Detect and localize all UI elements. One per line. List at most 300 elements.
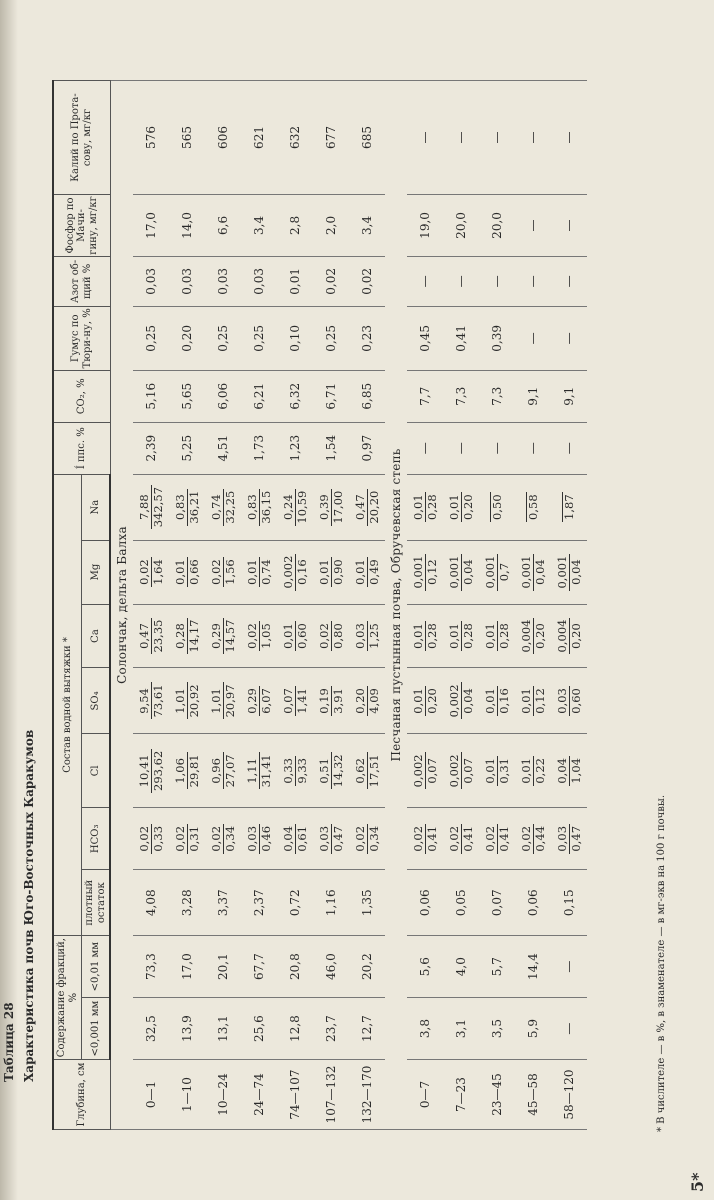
cell-mg-denominator: 0,16 bbox=[294, 559, 309, 585]
cell-na bbox=[443, 474, 479, 540]
table-row bbox=[407, 81, 443, 1130]
cell-potassium: — bbox=[551, 81, 587, 195]
header-potassium: Калий по Прота-сову, мг/кг bbox=[53, 81, 110, 195]
table-row bbox=[241, 81, 277, 1130]
cell-ca-numerator: 0,01 bbox=[482, 623, 497, 649]
cell-ca-denominator: 23,35 bbox=[150, 619, 165, 653]
cell-hco3-numerator: 0,02 bbox=[482, 825, 497, 852]
header-dry-residue: плотный остаток bbox=[82, 870, 111, 936]
cell-cl-denominator: 17,51 bbox=[366, 754, 381, 788]
cell-frac-001: 12,7 bbox=[349, 998, 385, 1060]
cell-loss: — bbox=[407, 422, 443, 474]
cell-cl bbox=[407, 734, 443, 808]
cell-so4-denominator: 73,61 bbox=[150, 684, 165, 718]
cell-depth: 132—170 bbox=[349, 1060, 385, 1130]
cell-na-denominator: 342,57 bbox=[150, 487, 165, 528]
cell-na bbox=[551, 474, 587, 540]
cell-hco3 bbox=[515, 808, 551, 870]
cell-so4-numerator: 1,01 bbox=[174, 682, 188, 719]
cell-potassium: 606 bbox=[205, 81, 241, 195]
cell-dry-residue: 0,06 bbox=[407, 870, 443, 936]
cell-frac-01: — bbox=[551, 936, 587, 998]
cell-ca-numerator: 0,29 bbox=[210, 618, 224, 655]
cell-phosphorus: 2,0 bbox=[313, 194, 349, 256]
cell-cl-numerator: 0,62 bbox=[354, 752, 368, 789]
cell-mg bbox=[313, 540, 349, 604]
cell-humus: — bbox=[515, 306, 551, 370]
cell-hco3-denominator: 0,34 bbox=[222, 825, 237, 852]
table-row bbox=[551, 81, 587, 1130]
cell-so4-denominator: 0,16 bbox=[496, 688, 511, 714]
cell-mg-denominator: 0,74 bbox=[258, 559, 273, 585]
cell-mg bbox=[241, 540, 277, 604]
cell-cl-numerator: 0,33 bbox=[280, 758, 295, 784]
cell-mg-denominator: 0,04 bbox=[460, 559, 475, 585]
cell-mg bbox=[205, 540, 241, 604]
cell-ca-numerator: 0,004 bbox=[554, 619, 569, 653]
cell-frac-001: 13,9 bbox=[169, 998, 205, 1060]
cell-ca bbox=[133, 604, 169, 668]
cell-ca bbox=[313, 604, 349, 668]
cell-ca bbox=[241, 604, 277, 668]
cell-frac-001: 32,5 bbox=[133, 998, 169, 1060]
cell-depth: 23—45 bbox=[479, 1060, 515, 1130]
cell-na-denominator: 0,58 bbox=[526, 494, 540, 520]
cell-frac-001: 3,5 bbox=[479, 998, 515, 1060]
cell-so4 bbox=[349, 668, 385, 734]
cell-so4-numerator: 1,01 bbox=[210, 682, 224, 719]
cell-ca-numerator: 0,01 bbox=[446, 623, 461, 649]
cell-na-denominator: 10,59 bbox=[294, 490, 309, 524]
cell-nitrogen: 0,03 bbox=[241, 256, 277, 306]
cell-so4 bbox=[479, 668, 515, 734]
cell-mg-numerator: 0,001 bbox=[482, 555, 497, 589]
cell-na-denominator: 0,20 bbox=[460, 494, 475, 520]
cell-so4 bbox=[515, 668, 551, 734]
cell-so4 bbox=[277, 668, 313, 734]
cell-so4 bbox=[551, 668, 587, 734]
cell-na bbox=[407, 474, 443, 540]
cell-so4-denominator: 0,60 bbox=[568, 688, 583, 714]
cell-na-numerator: 0,01 bbox=[446, 494, 461, 520]
cell-mg-denominator: 1,56 bbox=[222, 559, 237, 585]
cell-cl-denominator: 31,41 bbox=[258, 754, 273, 788]
cell-na-denominator: 17,00 bbox=[330, 490, 345, 524]
cell-dry-residue: 0,15 bbox=[551, 870, 587, 936]
cell-loss: 1,73 bbox=[241, 422, 277, 474]
cell-so4-numerator: 9,54 bbox=[138, 682, 152, 719]
header-mg: Mg bbox=[82, 540, 111, 604]
cell-hco3-numerator: 0,04 bbox=[280, 825, 295, 852]
header-loss: Í ппс. % bbox=[53, 422, 110, 474]
cell-hco3-numerator: 0,02 bbox=[172, 825, 187, 852]
cell-ca-denominator: 1,25 bbox=[366, 623, 381, 649]
cell-cl-numerator: 1,11 bbox=[246, 752, 260, 789]
cell-co2: 7,3 bbox=[443, 370, 479, 422]
cell-cl-numerator: 10,41 bbox=[138, 749, 152, 793]
cell-hco3-denominator: 0,47 bbox=[568, 825, 583, 852]
cell-na-denominator: 32,25 bbox=[222, 490, 237, 524]
cell-ca bbox=[277, 604, 313, 668]
cell-so4-numerator: 0,07 bbox=[280, 688, 295, 714]
cell-so4 bbox=[313, 668, 349, 734]
table-row bbox=[313, 81, 349, 1130]
cell-nitrogen: — bbox=[515, 256, 551, 306]
cell-hco3-denominator: 0,34 bbox=[366, 825, 381, 852]
cell-potassium: 576 bbox=[133, 81, 169, 195]
cell-dry-residue: 1,35 bbox=[349, 870, 385, 936]
cell-hco3-numerator: 0,03 bbox=[244, 825, 259, 852]
cell-frac-01: 4,0 bbox=[443, 936, 479, 998]
cell-frac-001: 3,8 bbox=[407, 998, 443, 1060]
table-row bbox=[349, 81, 385, 1130]
cell-hco3-denominator: 0,41 bbox=[460, 825, 475, 852]
section-title: Песчаная пустынная почва, Обручевская степь bbox=[385, 81, 407, 1130]
cell-cl bbox=[443, 734, 479, 808]
cell-phosphorus: — bbox=[515, 194, 551, 256]
cell-nitrogen: 0,02 bbox=[349, 256, 385, 306]
header-frac-001: <0,001 мм bbox=[82, 998, 111, 1060]
cell-frac-001: 3,1 bbox=[443, 998, 479, 1060]
cell-so4-denominator: 0,20 bbox=[424, 688, 439, 714]
cell-nitrogen: — bbox=[551, 256, 587, 306]
cell-ca-denominator: 0,80 bbox=[330, 623, 345, 649]
cell-hco3-numerator: 0,02 bbox=[410, 825, 425, 852]
cell-na-denominator: 1,87 bbox=[562, 494, 576, 520]
table-label: Таблица 28 bbox=[2, 1002, 16, 1082]
cell-mg-denominator: 0,04 bbox=[532, 559, 547, 585]
cell-frac-01: 67,7 bbox=[241, 936, 277, 998]
cell-humus: 0,20 bbox=[169, 306, 205, 370]
cell-cl-denominator: 0,07 bbox=[424, 758, 439, 784]
cell-ca bbox=[205, 604, 241, 668]
cell-nitrogen: — bbox=[479, 256, 515, 306]
cell-mg bbox=[349, 540, 385, 604]
cell-loss: 1,54 bbox=[313, 422, 349, 474]
cell-so4 bbox=[205, 668, 241, 734]
cell-ca-numerator: 0,28 bbox=[174, 618, 188, 655]
cell-co2: 9,1 bbox=[551, 370, 587, 422]
cell-potassium: — bbox=[443, 81, 479, 195]
cell-hco3 bbox=[205, 808, 241, 870]
cell-na-numerator: 0,83 bbox=[174, 489, 188, 526]
cell-mg bbox=[479, 540, 515, 604]
cell-mg-numerator: 0,01 bbox=[244, 559, 259, 585]
cell-ca-denominator: 0,28 bbox=[460, 623, 475, 649]
cell-phosphorus: 3,4 bbox=[241, 194, 277, 256]
cell-hco3-numerator: 0,02 bbox=[518, 825, 533, 852]
cell-humus: 0,25 bbox=[241, 306, 277, 370]
cell-cl-numerator: 0,002 bbox=[410, 754, 425, 788]
header-ca: Ca bbox=[82, 604, 111, 668]
cell-depth: 0—1 bbox=[133, 1060, 169, 1130]
cell-na-numerator: 0,83 bbox=[246, 489, 260, 526]
header-cl: Cl bbox=[82, 734, 111, 808]
cell-ca bbox=[479, 604, 515, 668]
cell-hco3 bbox=[349, 808, 385, 870]
cell-hco3-numerator: 0,02 bbox=[352, 825, 367, 852]
footnote: * В числителе — в %, в знаменателе — в мг-экв на 100 г почвы. bbox=[656, 794, 667, 1132]
header-hco3: HCO₃ bbox=[82, 808, 111, 870]
cell-mg bbox=[407, 540, 443, 604]
cell-loss: — bbox=[479, 422, 515, 474]
cell-cl-denominator: 9,33 bbox=[294, 758, 309, 784]
cell-ca bbox=[551, 604, 587, 668]
cell-mg-denominator: 1,64 bbox=[150, 559, 165, 585]
cell-ca-numerator: 0,02 bbox=[244, 623, 259, 649]
cell-na bbox=[277, 474, 313, 540]
header-depth: Глубина, см bbox=[53, 1060, 110, 1130]
cell-nitrogen: 0,02 bbox=[313, 256, 349, 306]
header-co2: CO₂, % bbox=[53, 370, 110, 422]
cell-cl-numerator: 1,06 bbox=[174, 752, 188, 789]
cell-so4-numerator: 0,002 bbox=[446, 684, 461, 718]
cell-so4-numerator: 0,20 bbox=[352, 688, 367, 714]
cell-mg-numerator: 0,02 bbox=[136, 559, 151, 585]
cell-ca-denominator: 0,28 bbox=[424, 623, 439, 649]
cell-hco3-denominator: 0,31 bbox=[186, 825, 201, 852]
cell-mg-numerator: 0,02 bbox=[208, 559, 223, 585]
cell-potassium: — bbox=[407, 81, 443, 195]
cell-frac-001: — bbox=[551, 998, 587, 1060]
cell-frac-001: 12,8 bbox=[277, 998, 313, 1060]
cell-co2: 6,85 bbox=[349, 370, 385, 422]
cell-cl-numerator: 0,04 bbox=[554, 758, 569, 784]
cell-cl-numerator: 0,96 bbox=[210, 752, 224, 789]
cell-hco3-denominator: 0,41 bbox=[496, 825, 511, 852]
cell-na-denominator: 0,50 bbox=[490, 494, 504, 520]
cell-co2: 6,32 bbox=[277, 370, 313, 422]
cell-cl bbox=[133, 734, 169, 808]
cell-cl bbox=[313, 734, 349, 808]
cell-depth: 107—132 bbox=[313, 1060, 349, 1130]
cell-frac-01: 5,7 bbox=[479, 936, 515, 998]
cell-nitrogen: — bbox=[407, 256, 443, 306]
cell-nitrogen: 0,03 bbox=[205, 256, 241, 306]
cell-mg-denominator: 0,90 bbox=[330, 559, 345, 585]
cell-frac-01: 14,4 bbox=[515, 936, 551, 998]
cell-dry-residue: 2,37 bbox=[241, 870, 277, 936]
cell-frac-01: 20,2 bbox=[349, 936, 385, 998]
cell-ca bbox=[443, 604, 479, 668]
cell-mg-numerator: 0,001 bbox=[410, 555, 425, 589]
cell-so4 bbox=[133, 668, 169, 734]
cell-na-numerator: 0,39 bbox=[318, 489, 332, 526]
section-title: Солончак, дельта Балха bbox=[110, 81, 133, 1130]
cell-dry-residue: 0,07 bbox=[479, 870, 515, 936]
header-so4: SO₄ bbox=[82, 668, 111, 734]
cell-hco3-denominator: 0,44 bbox=[532, 825, 547, 852]
cell-potassium: — bbox=[515, 81, 551, 195]
cell-cl-denominator: 0,31 bbox=[496, 758, 511, 784]
cell-humus: 0,45 bbox=[407, 306, 443, 370]
cell-phosphorus: — bbox=[551, 194, 587, 256]
cell-hco3-numerator: 0,02 bbox=[446, 825, 461, 852]
cell-dry-residue: 1,16 bbox=[313, 870, 349, 936]
cell-frac-001: 25,6 bbox=[241, 998, 277, 1060]
cell-phosphorus: 6,6 bbox=[205, 194, 241, 256]
cell-so4 bbox=[407, 668, 443, 734]
cell-na-numerator: 0,01 bbox=[410, 494, 425, 520]
cell-so4-denominator: 20,97 bbox=[222, 684, 237, 718]
cell-humus: 0,23 bbox=[349, 306, 385, 370]
cell-cl-numerator: 0,51 bbox=[318, 752, 332, 789]
cell-frac-01: 5,6 bbox=[407, 936, 443, 998]
cell-co2: 6,71 bbox=[313, 370, 349, 422]
cell-nitrogen: — bbox=[443, 256, 479, 306]
cell-loss: 2,39 bbox=[133, 422, 169, 474]
table-body bbox=[110, 81, 587, 1130]
cell-hco3 bbox=[479, 808, 515, 870]
cell-cl-denominator: 29,81 bbox=[186, 754, 201, 788]
cell-co2: 6,21 bbox=[241, 370, 277, 422]
cell-phosphorus: 2,8 bbox=[277, 194, 313, 256]
cell-hco3 bbox=[443, 808, 479, 870]
cell-loss: 4,51 bbox=[205, 422, 241, 474]
cell-na-denominator: 20,20 bbox=[366, 490, 381, 524]
cell-dry-residue: 0,05 bbox=[443, 870, 479, 936]
cell-co2: 5,65 bbox=[169, 370, 205, 422]
table-row bbox=[515, 81, 551, 1130]
cell-mg-numerator: 0,01 bbox=[172, 559, 187, 585]
cell-so4-numerator: 0,01 bbox=[410, 688, 425, 714]
cell-hco3 bbox=[313, 808, 349, 870]
cell-frac-01: 73,3 bbox=[133, 936, 169, 998]
cell-cl bbox=[551, 734, 587, 808]
cell-hco3-numerator: 0,02 bbox=[208, 825, 223, 852]
cell-ca-denominator: 0,28 bbox=[496, 623, 511, 649]
cell-mg-numerator: 0,002 bbox=[280, 555, 295, 589]
cell-hco3 bbox=[133, 808, 169, 870]
cell-loss: 5,25 bbox=[169, 422, 205, 474]
cell-na-denominator: 0,28 bbox=[424, 494, 439, 520]
cell-so4-numerator: 0,03 bbox=[554, 688, 569, 714]
cell-frac-001: 13,1 bbox=[205, 998, 241, 1060]
cell-frac-001: 5,9 bbox=[515, 998, 551, 1060]
cell-humus: 0,25 bbox=[205, 306, 241, 370]
cell-cl-denominator: 27,07 bbox=[222, 754, 237, 788]
cell-cl bbox=[205, 734, 241, 808]
header-na: Na bbox=[82, 474, 111, 540]
cell-na bbox=[205, 474, 241, 540]
cell-potassium: 677 bbox=[313, 81, 349, 195]
cell-ca-denominator: 0,20 bbox=[568, 623, 583, 649]
cell-mg-denominator: 0,66 bbox=[186, 559, 201, 585]
cell-ca bbox=[349, 604, 385, 668]
cell-co2: 5,16 bbox=[133, 370, 169, 422]
cell-frac-01: 20,1 bbox=[205, 936, 241, 998]
header-nitrogen: Азот об-щий % bbox=[53, 256, 110, 306]
cell-hco3 bbox=[551, 808, 587, 870]
section-row bbox=[110, 81, 133, 1130]
cell-cl-numerator: 0,01 bbox=[482, 758, 497, 784]
cell-phosphorus: 20,0 bbox=[479, 194, 515, 256]
cell-depth: 24—74 bbox=[241, 1060, 277, 1130]
cell-na-numerator: 0,74 bbox=[210, 489, 224, 526]
cell-hco3 bbox=[241, 808, 277, 870]
cell-phosphorus: 3,4 bbox=[349, 194, 385, 256]
cell-nitrogen: 0,01 bbox=[277, 256, 313, 306]
cell-so4-denominator: 0,04 bbox=[460, 688, 475, 714]
cell-humus: 0,25 bbox=[133, 306, 169, 370]
cell-ca-denominator: 14,17 bbox=[186, 619, 201, 653]
cell-cl bbox=[241, 734, 277, 808]
cell-hco3-numerator: 0,03 bbox=[316, 825, 331, 852]
cell-ca-numerator: 0,02 bbox=[316, 623, 331, 649]
cell-dry-residue: 0,72 bbox=[277, 870, 313, 936]
cell-hco3-denominator: 0,41 bbox=[424, 825, 439, 852]
cell-ca-denominator: 0,60 bbox=[294, 623, 309, 649]
cell-humus: 0,10 bbox=[277, 306, 313, 370]
cell-humus: 0,41 bbox=[443, 306, 479, 370]
cell-depth: 10—24 bbox=[205, 1060, 241, 1130]
cell-cl bbox=[515, 734, 551, 808]
cell-dry-residue: 4,08 bbox=[133, 870, 169, 936]
cell-hco3-denominator: 0,47 bbox=[330, 825, 345, 852]
cell-depth: 1—10 bbox=[169, 1060, 205, 1130]
cell-mg-numerator: 0,01 bbox=[316, 559, 331, 585]
cell-phosphorus: 14,0 bbox=[169, 194, 205, 256]
header-phosphorus: Фосфор по Мачи-гину, мг/кг bbox=[53, 194, 110, 256]
cell-mg-denominator: 0,12 bbox=[424, 559, 439, 585]
cell-loss: — bbox=[515, 422, 551, 474]
cell-ca-numerator: 0,03 bbox=[352, 623, 367, 649]
cell-so4-denominator: 1,41 bbox=[294, 688, 309, 714]
cell-nitrogen: 0,03 bbox=[169, 256, 205, 306]
cell-na-denominator: 36,15 bbox=[258, 490, 273, 524]
cell-potassium: 685 bbox=[349, 81, 385, 195]
cell-loss: — bbox=[443, 422, 479, 474]
cell-cl-denominator: 14,32 bbox=[330, 754, 345, 788]
cell-mg-numerator: 0,001 bbox=[554, 555, 569, 589]
cell-ca-numerator: 0,004 bbox=[518, 619, 533, 653]
cell-na-denominator: 36,21 bbox=[186, 490, 201, 524]
cell-depth: 0—7 bbox=[407, 1060, 443, 1130]
cell-na bbox=[169, 474, 205, 540]
cell-mg-numerator: 0,001 bbox=[518, 555, 533, 589]
cell-depth: 58—120 bbox=[551, 1060, 587, 1130]
cell-loss: 0,97 bbox=[349, 422, 385, 474]
cell-mg bbox=[277, 540, 313, 604]
cell-co2: 6,06 bbox=[205, 370, 241, 422]
table-row bbox=[479, 81, 515, 1130]
cell-mg bbox=[551, 540, 587, 604]
cell-na-numerator: 0,24 bbox=[282, 489, 296, 526]
cell-ca-numerator: 0,01 bbox=[410, 623, 425, 649]
table-row bbox=[277, 81, 313, 1130]
cell-mg bbox=[169, 540, 205, 604]
cell-frac-01: 17,0 bbox=[169, 936, 205, 998]
cell-cl-denominator: 1,04 bbox=[568, 758, 583, 784]
cell-mg-numerator: 0,01 bbox=[352, 559, 367, 585]
cell-mg-numerator: 0,001 bbox=[446, 555, 461, 589]
cell-hco3-denominator: 0,61 bbox=[294, 825, 309, 852]
cell-hco3 bbox=[407, 808, 443, 870]
cell-depth: 7—23 bbox=[443, 1060, 479, 1130]
cell-cl-numerator: 0,002 bbox=[446, 754, 461, 788]
header-frac-01: <0,01 мм bbox=[82, 936, 111, 998]
cell-frac-001: 23,7 bbox=[313, 998, 349, 1060]
cell-na bbox=[515, 474, 551, 540]
cell-potassium: — bbox=[479, 81, 515, 195]
cell-so4-denominator: 3,91 bbox=[330, 688, 345, 714]
cell-cl bbox=[277, 734, 313, 808]
cell-ca-denominator: 14,57 bbox=[222, 619, 237, 653]
cell-so4-numerator: 0,01 bbox=[518, 688, 533, 714]
cell-so4-denominator: 0,12 bbox=[532, 688, 547, 714]
cell-phosphorus: 17,0 bbox=[133, 194, 169, 256]
table-caption: Характеристика почв Юго-Восточных Каракумов bbox=[22, 729, 36, 1082]
